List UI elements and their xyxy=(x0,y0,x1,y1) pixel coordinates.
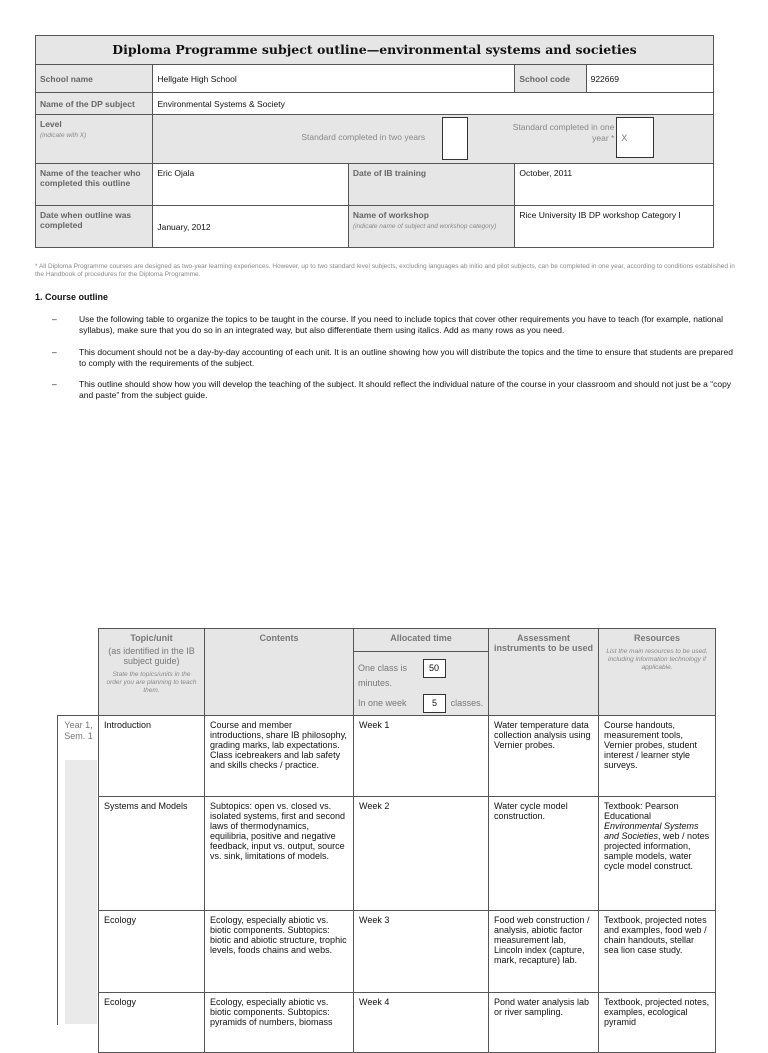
header-topic-label: Topic/unit xyxy=(130,633,173,643)
row-topic: Systems and Models xyxy=(99,797,205,911)
two-years-box[interactable] xyxy=(442,117,468,160)
instruction-bullet-3 xyxy=(52,379,734,401)
year-column-shading xyxy=(65,760,97,1024)
row-resources: Course handouts, measurement tools, Vernier probes, student interest / learner style surveys. xyxy=(599,716,716,797)
header-assessment: Assessment instruments to be used xyxy=(489,629,599,716)
header-resources-label: Resources xyxy=(633,633,681,643)
classes-label: classes. xyxy=(450,697,484,708)
row-resources xyxy=(599,797,716,911)
one-year-box[interactable]: X xyxy=(616,117,654,158)
bullet-text: This document should not be a day-by-day accounting of each unit. It is an outline showing how you will distribute the topics and the time to ensure that students are prepared to comply with the requirements of the subject. xyxy=(79,347,733,368)
school-code-value: 922669 xyxy=(586,65,713,93)
footnote: * All Diploma Programme courses are designed as two-year learning experiences. However, up to two standard level subjects, excluding languages ab initio and pilot subjects, can be completed in one year, according to conditions established in the Handbook of procedures for the Diploma Programme. xyxy=(35,263,735,278)
row-topic: Ecology xyxy=(99,911,205,993)
resources-text: , web / notes projected information, sample models, water cycle model construct. xyxy=(604,831,710,871)
row-time: Week 3 xyxy=(354,911,489,993)
level-options xyxy=(153,115,714,164)
bullet-dash: – xyxy=(52,314,57,324)
date-label: Date when outline was completed xyxy=(36,206,153,248)
table-row xyxy=(99,716,716,797)
header-resources-note: List the main resources to be used, including information technology if applicable. xyxy=(606,648,708,671)
bullet-dash: – xyxy=(52,347,57,357)
school-code-label: School code xyxy=(515,65,586,93)
workshop-label: Name of workshop xyxy=(352,210,429,220)
row-resources: Textbook, projected notes and examples, food web / chain handouts, stellar sea lion case study. xyxy=(599,911,716,993)
header-topic-sub: (as identified in the IB subject guide) xyxy=(108,646,195,666)
row-contents: Subtopics: open vs. closed vs. isolated systems, first and second laws of thermodynamics, equilibria, positive and negative feedback, input vs. output, source vs. sink, limitations of models. xyxy=(205,797,354,911)
row-topic: Ecology xyxy=(99,993,205,1053)
ib-training-value: October, 2011 xyxy=(515,164,714,206)
bullet-text: This outline should show how you will develop the teaching of the subject. It should reflect the individual nature of the course in your classroom and should not just be a “copy and paste” from the subject guide. xyxy=(79,379,732,400)
row-contents: Ecology, especially abiotic vs. biotic components. Subtopics: pyramids of numbers, biomass xyxy=(205,993,354,1053)
row-time: Week 1 xyxy=(354,716,489,797)
bullet-text: Use the following table to organize the topics to be taught in the course. If you need to include topics that cover other requirements you have to teach (for example, national syllabus), make sure that you do so in an integrated way, but also differentiate them using italics. Add as many rows as you need. xyxy=(79,314,724,335)
row-assessment: Pond water analysis lab or river sampling. xyxy=(489,993,599,1053)
subject-value: Environmental Systems & Society xyxy=(153,93,714,115)
header-contents: Contents xyxy=(205,629,354,716)
row-contents: Course and member introductions, share IB philosophy, grading marks, lab expectations. Class icebreakers and lab safety and skills checks / practice. xyxy=(205,716,354,797)
school-name-label: School name xyxy=(36,65,153,93)
instruction-bullet-1 xyxy=(52,314,734,336)
level-label: Level xyxy=(40,119,62,129)
row-topic: Introduction xyxy=(99,716,205,797)
section-title: 1. Course outline xyxy=(35,292,109,302)
ib-training-label: Date of IB training xyxy=(348,164,514,206)
two-years-label: Standard completed in two years xyxy=(301,132,426,142)
class-minutes-field[interactable]: 50 xyxy=(423,659,446,678)
row-time: Week 4 xyxy=(354,993,489,1053)
time-settings xyxy=(354,651,488,713)
table-row xyxy=(99,993,716,1053)
teacher-label: Name of the teacher who completed this outline xyxy=(36,164,153,206)
table-row xyxy=(99,797,716,911)
year-label: Year 1, Sem. 1 xyxy=(64,720,93,741)
workshop-hint: (indicate name of subject and workshop category) xyxy=(352,223,497,230)
row-assessment: Food web construction / analysis, abiotic factor measurement lab, Lincoln index (capture, mark, recapture) lab. xyxy=(489,911,599,993)
subject-label: Name of the DP subject xyxy=(36,93,153,115)
header-allocated-time xyxy=(354,629,489,716)
row-assessment: Water temperature data collection analysis using Vernier probes. xyxy=(489,716,599,797)
week-classes-field[interactable]: 5 xyxy=(423,694,446,713)
row-assessment: Water cycle model construction. xyxy=(489,797,599,911)
row-time: Week 2 xyxy=(354,797,489,911)
header-topic xyxy=(99,629,205,716)
row-contents: Ecology, especially abiotic vs. biotic components. Subtopics: biotic and abiotic structure, trophic levels, foods chains and webs. xyxy=(205,911,354,993)
resources-text: Textbook: Pearson Educational xyxy=(604,801,679,821)
workshop-label-cell xyxy=(348,206,514,248)
school-name-value: Hellgate High School xyxy=(153,65,515,93)
class-is-label: One class is xyxy=(358,662,408,673)
level-hint: (indicate with X) xyxy=(40,132,87,139)
one-year-label: Standard completed in one year * xyxy=(512,122,615,143)
in-week-label: In one week xyxy=(358,697,407,708)
level-label-cell xyxy=(36,115,153,164)
subject-info-table xyxy=(35,35,714,248)
workshop-value: Rice University IB DP workshop Category I xyxy=(515,206,714,248)
date-value: January, 2012 xyxy=(153,206,349,248)
course-outline-table xyxy=(98,628,716,1053)
bullet-dash: – xyxy=(52,379,57,389)
instruction-bullet-2 xyxy=(52,347,734,369)
header-topic-note: State the topics/units in the order you are planning to teach them. xyxy=(106,671,197,694)
document-title: Diploma Programme subject outline—environmental systems and societies xyxy=(36,36,714,65)
table-row xyxy=(99,911,716,993)
header-time-label: Allocated time xyxy=(390,633,452,643)
resources-book-title: Environmental Systems and Societies xyxy=(604,821,699,841)
teacher-value: Eric Ojala xyxy=(153,164,349,206)
minutes-label: minutes. xyxy=(358,678,393,688)
row-resources: Textbook, projected notes, examples, ecological pyramid xyxy=(599,993,716,1053)
header-resources xyxy=(599,629,716,716)
